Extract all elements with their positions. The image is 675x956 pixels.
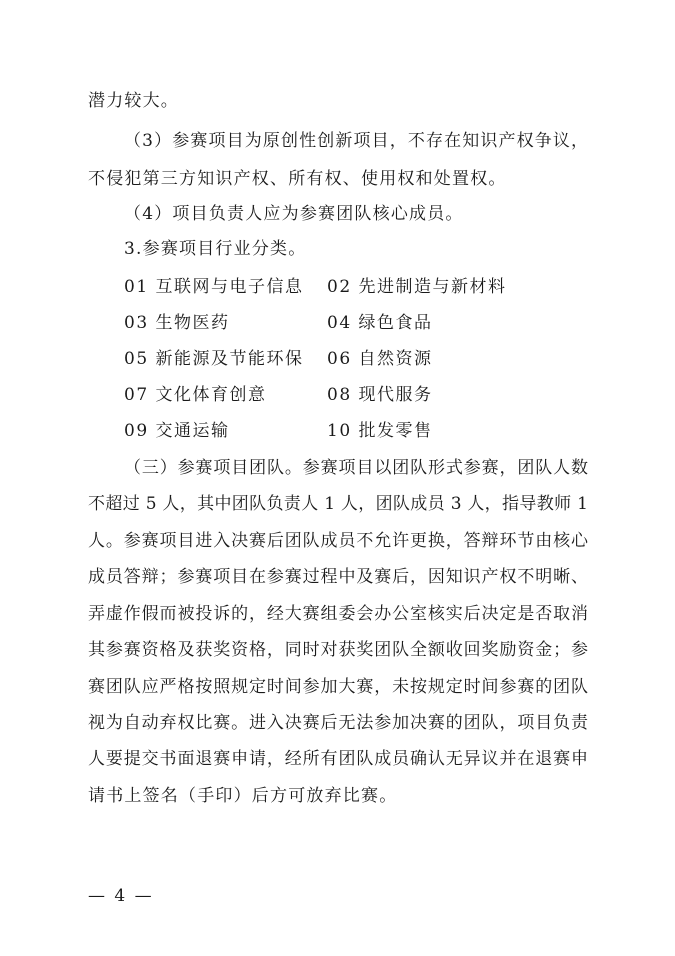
text-line: （3）参赛项目为原创性创新项目，不存在知识产权争议，: [124, 131, 588, 151]
category-item: 04 绿色食品: [327, 313, 433, 333]
paragraph-line: 其参赛资格及获奖资格，同时对获奖团队全额收回奖励资金；参: [88, 640, 588, 660]
paragraph-line: 赛团队应严格按照规定时间参加大赛，未按规定时间参赛的团队: [88, 677, 588, 697]
paragraph-line: 成员答辩；参赛项目在参赛过程中及赛后，因知识产权不明晰、: [88, 567, 588, 587]
category-item: 01 互联网与电子信息: [124, 277, 304, 297]
paragraph-line: 不超过 5 人，其中团队负责人 1 人，团队成员 3 人，指导教师 1: [88, 494, 588, 514]
category-item: 08 现代服务: [327, 385, 433, 405]
category-item: 06 自然资源: [327, 349, 433, 369]
paragraph-line: 人。参赛项目进入决赛后团队成员不允许更换，答辩环节由核心: [88, 531, 588, 551]
category-item: 10 批发零售: [327, 421, 433, 441]
paragraph-line: 视为自动弃权比赛。进入决赛后无法参加决赛的团队，项目负责: [88, 713, 588, 733]
paragraph-line: 人要提交书面退赛申请，经所有团队成员确认无异议并在退赛申: [88, 749, 588, 769]
category-item: 09 交通运输: [124, 421, 230, 441]
category-item: 02 先进制造与新材料: [327, 277, 507, 297]
text-line: 潜力较大。: [88, 91, 179, 111]
category-item: 05 新能源及节能环保: [124, 349, 304, 369]
category-item: 03 生物医药: [124, 313, 230, 333]
paragraph-line: 请书上签名（手印）后方可放弃比赛。: [88, 786, 398, 806]
paragraph-line: （三）参赛项目团队。参赛项目以团队形式参赛，团队人数: [124, 458, 588, 478]
text-line: （4）项目负责人应为参赛团队核心成员。: [124, 204, 464, 224]
section-heading: 3.参赛项目行业分类。: [124, 239, 307, 259]
page-number: — 4 —: [88, 886, 154, 906]
text-line: 不侵犯第三方知识产权、所有权、使用权和处置权。: [88, 169, 507, 189]
category-item: 07 文化体育创意: [124, 385, 267, 405]
paragraph-line: 弄虚作假而被投诉的，经大赛组委会办公室核实后决定是否取消: [88, 604, 588, 624]
